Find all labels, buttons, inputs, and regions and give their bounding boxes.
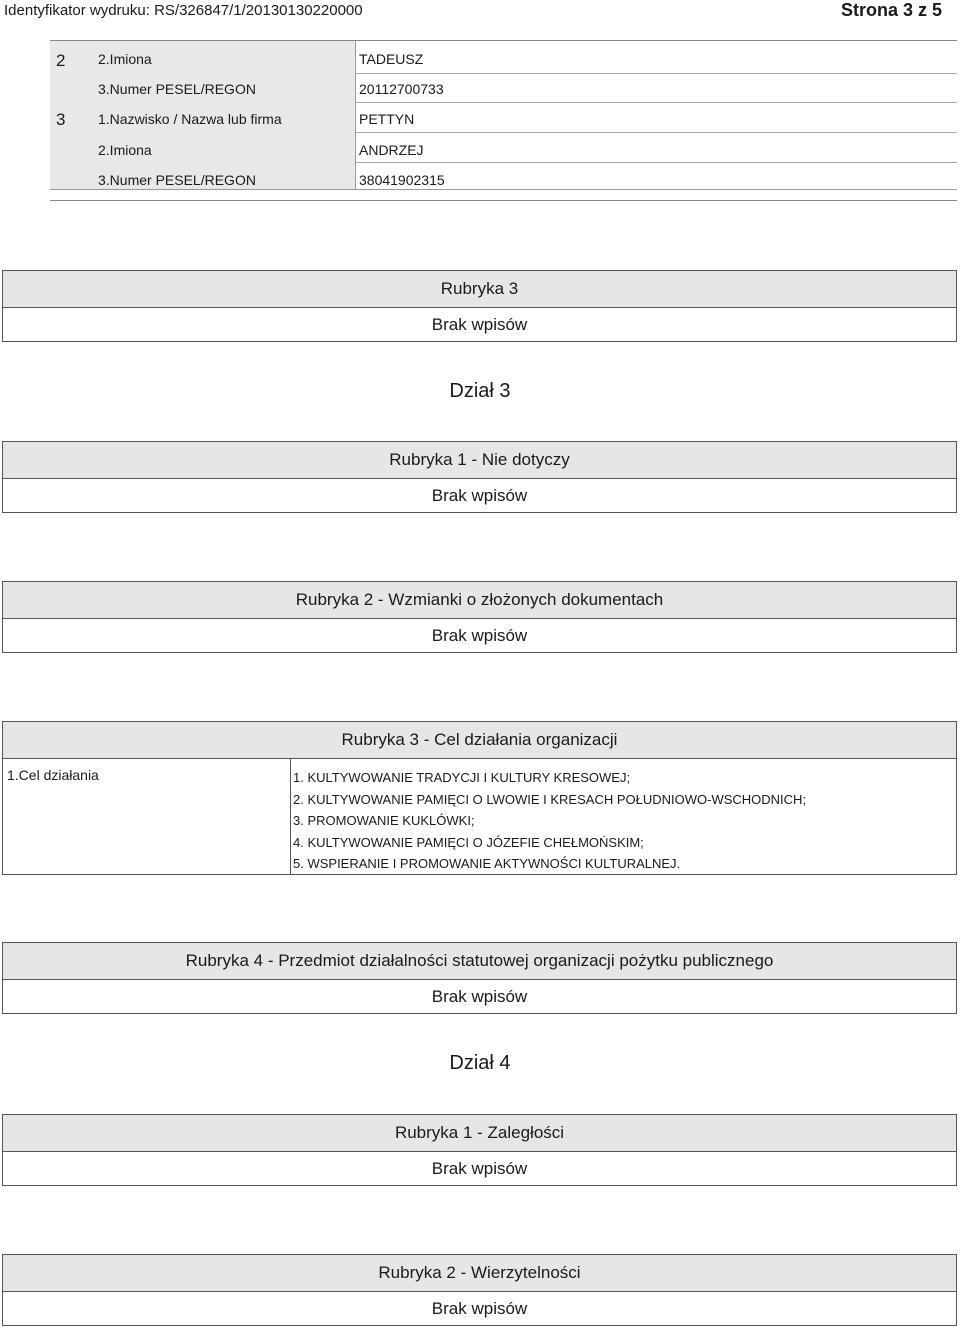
dzial3-rubryka-1-box: [2, 441, 957, 513]
rubryka-body: Brak wpisów: [431, 987, 528, 1006]
field-label: 2.Imiona: [98, 51, 152, 67]
dzial3-rubryka-3-box: [2, 721, 957, 875]
field-value: 38041902315: [359, 172, 445, 188]
rubryka-body: Brak wpisów: [431, 626, 528, 645]
list-item: 4. KULTYWOWANIE PAMIĘCI O JÓZEFIE CHEŁMOŃSKIM;: [293, 834, 644, 850]
dzial3-rubryka-4-box: [2, 942, 957, 1014]
row-divider: [356, 132, 957, 133]
field-value: ANDRZEJ: [359, 142, 424, 158]
row-divider: [356, 102, 957, 103]
field-label: 2.Imiona: [98, 142, 152, 158]
list-item: 1. KULTYWOWANIE TRADYCJI I KULTURY KRESOWEJ;: [293, 770, 631, 785]
page-number: Strona 3 z 5: [840, 0, 942, 20]
rubryka-body: Brak wpisów: [431, 486, 528, 505]
rubryka-title: Rubryka 2 - Wierzytelności: [3, 1255, 956, 1292]
row-divider: [356, 162, 957, 163]
rubryka-title: Rubryka 3 - Cel działania organizacji: [3, 722, 956, 759]
entry-number: 3: [56, 110, 66, 129]
field-value: PETTYN: [359, 111, 415, 127]
row-divider: [356, 73, 957, 74]
rubryka-title: Rubryka 3: [3, 271, 956, 308]
dzial4-rubryka-2-box: [2, 1254, 957, 1326]
rubryka-title: Rubryka 4 - Przedmiot działalności statutowej organizacji pożytku publicznego: [3, 943, 956, 980]
rubryka-3-box: [2, 270, 957, 342]
field-label: 3.Numer PESEL/REGON: [98, 172, 256, 188]
column-divider: [290, 759, 291, 874]
section-title-dzial-3: Dział 3: [449, 380, 511, 402]
print-identifier: Identyfikator wydruku: RS/326847/1/20130130220000: [4, 2, 363, 19]
field-value: TADEUSZ: [359, 51, 424, 67]
list-item: 5. WSPIERANIE I PROMOWANIE AKTYWNOŚCI KULTURALNEJ.: [293, 856, 681, 872]
cel-dzialania-list: [293, 767, 806, 875]
persons-table: [50, 40, 957, 201]
rubryka-body: Brak wpisów: [431, 1159, 528, 1178]
row-divider: [50, 189, 957, 190]
list-item: 3. PROMOWANIE KUKLÓWKI;: [293, 813, 475, 829]
section-title-dzial-4: Dział 4: [449, 1052, 511, 1074]
rubryka-title: Rubryka 1 - Zaległości: [3, 1115, 956, 1152]
dzial3-rubryka-2-box: [2, 581, 957, 653]
cel-dzialania-row: [3, 759, 956, 874]
list-item: 2. KULTYWOWANIE PAMIĘCI O LWOWIE I KRESACH POŁUDNIOWO-WSCHODNICH;: [293, 791, 807, 807]
field-label: 1.Nazwisko / Nazwa lub firma: [98, 111, 282, 127]
rubryka-title: Rubryka 2 - Wzmianki o złożonych dokumentach: [3, 582, 956, 619]
cel-dzialania-label: 1.Cel działania: [7, 767, 99, 783]
rubryka-body: Brak wpisów: [431, 315, 528, 334]
field-label: 3.Numer PESEL/REGON: [98, 81, 256, 97]
value-column: [356, 41, 957, 189]
field-value: 20112700733: [359, 81, 444, 97]
dzial4-rubryka-1-box: [2, 1114, 957, 1186]
rubryka-body: Brak wpisów: [431, 1299, 528, 1318]
entry-number: 2: [56, 51, 66, 70]
rubryka-title: Rubryka 1 - Nie dotyczy: [3, 442, 956, 479]
